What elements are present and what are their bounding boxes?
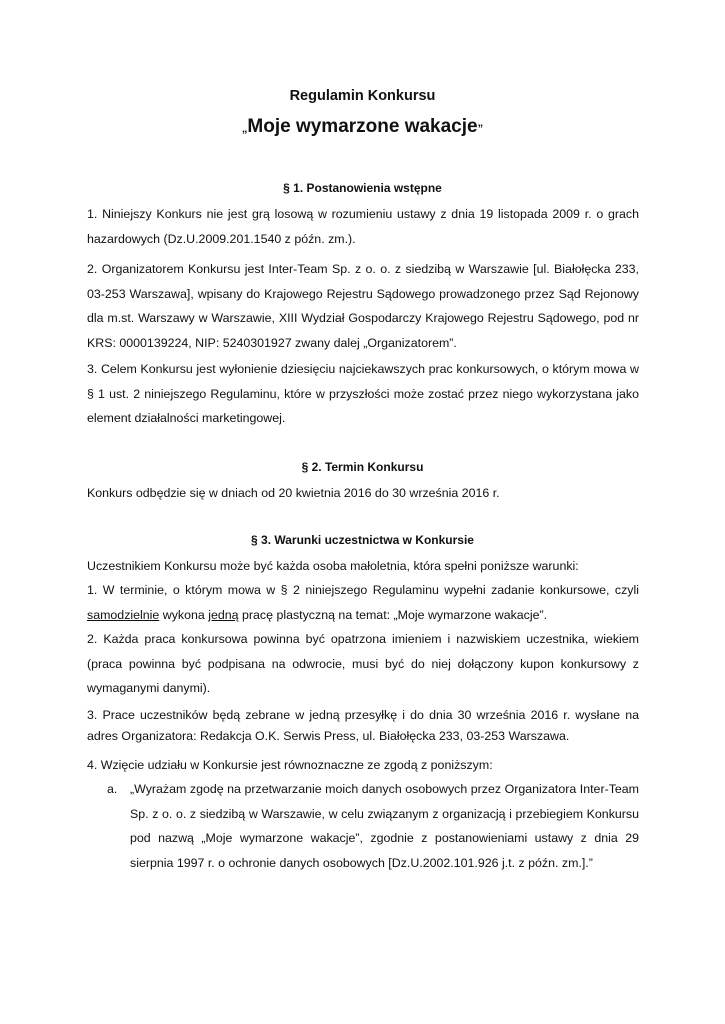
paragraph-1-start: 1. W terminie, o którym mowa w § 2 niniejszego Regulaminu wypełni zadanie konkursowe, czyli xyxy=(87,583,639,597)
section-3-paragraph-3: 3. Prace uczestników będą zebrane w jedną przesyłkę i do dnia 30 września 2016 r. wysłane na adres Organizatora: Redakcja O.K. Serwis Press, ul. Białołęcka 233, 03-253 Warszawa. xyxy=(87,708,639,743)
section-3-intro: Uczestnikiem Konkursu może być każda osoba małoletnia, która spełni poniższe warunki: xyxy=(87,559,579,573)
list-item-label: a. xyxy=(107,782,118,796)
section-1-paragraph-2: 2. Organizatorem Konkursu jest Inter-Team Sp. z o. o. z siedzibą w Warszawie [ul. Białołęcka 233, 03-253 Warszawa], wpisany do Krajowego Rejestru Sądowego prowadzonego przez Sąd Rejonowy dla m.st. Warszawy w Warszawie, XIII Wydział Gospodarczy Krajowego Rejestru Sądowego, pod nr KRS: 0000139224, NIP: 5240301927 zwany dalej „Organizatorem”. xyxy=(87,262,639,350)
underlined-word-jedna: jedną xyxy=(208,607,239,622)
section-3-heading: § 3. Warunki uczestnictwa w Konkursie xyxy=(251,533,474,547)
section-3-paragraph-1 xyxy=(87,578,639,627)
section-3-paragraph-2: 2. Każda praca konkursowa powinna być opatrzona imieniem i nazwiskiem uczestnika, wiekiem (praca powinna być podpisana na odwrocie, musi być do niej dołączony kupon konkursowy z wymaganymi danymi). xyxy=(87,632,639,696)
section-1-paragraph-1: 1. Niniejszy Konkurs nie jest grą losową w rozumieniu ustawy z dnia 19 listopada 2009 r. o grach hazardowych (Dz.U.2009.201.1540 z późn. zm.). xyxy=(87,207,639,246)
section-3-paragraph-4: 4. Wzięcie udziału w Konkursie jest równoznaczne ze zgodą z poniższym: xyxy=(87,758,493,772)
consent-list-item-a xyxy=(107,777,639,875)
subtitle-text: Moje wymarzone wakacje xyxy=(247,116,478,137)
consent-text: „Wyrażam zgodę na przetwarzanie moich danych osobowych przez Organizatora Inter-Team Sp. z o. o. z siedzibą w Warszawie, w celu związanym z organizacją i przebiegiem Konkursu pod nazwą „Moje wymarzone wakacje”, zgodnie z postanowieniami ustawy z dnia 29 sierpnia 1997 r. o ochronie danych osobowych [Dz.U.2002.101.926 j.t. z późn. zm.].” xyxy=(130,782,639,870)
paragraph-1-middle: wykona xyxy=(159,607,209,622)
paragraph-1-end: pracę plastyczną na temat: „Moje wymarzone wakacje”. xyxy=(238,607,548,622)
document-subtitle xyxy=(0,116,725,138)
section-2-paragraph-1: Konkurs odbędzie się w dniach od 20 kwietnia 2016 do 30 września 2016 r. xyxy=(87,486,500,500)
underlined-word-samodzielnie: samodzielnie xyxy=(87,607,160,622)
section-1-heading: § 1. Postanowienia wstępne xyxy=(283,181,442,195)
section-2-heading: § 2. Termin Konkursu xyxy=(301,460,424,474)
subtitle-open-quote: „ xyxy=(241,123,248,135)
section-1-paragraph-3: 3. Celem Konkursu jest wyłonienie dziesięciu najciekawszych prac konkursowych, o którym mowa w § 1 ust. 2 niniejszego Regulaminu, które w przyszłości może zostać przez niego wykorzystana jako element działalności marketingowej. xyxy=(87,362,639,426)
subtitle-close-quote: ” xyxy=(477,123,484,135)
document-title: Regulamin Konkursu xyxy=(289,88,436,104)
